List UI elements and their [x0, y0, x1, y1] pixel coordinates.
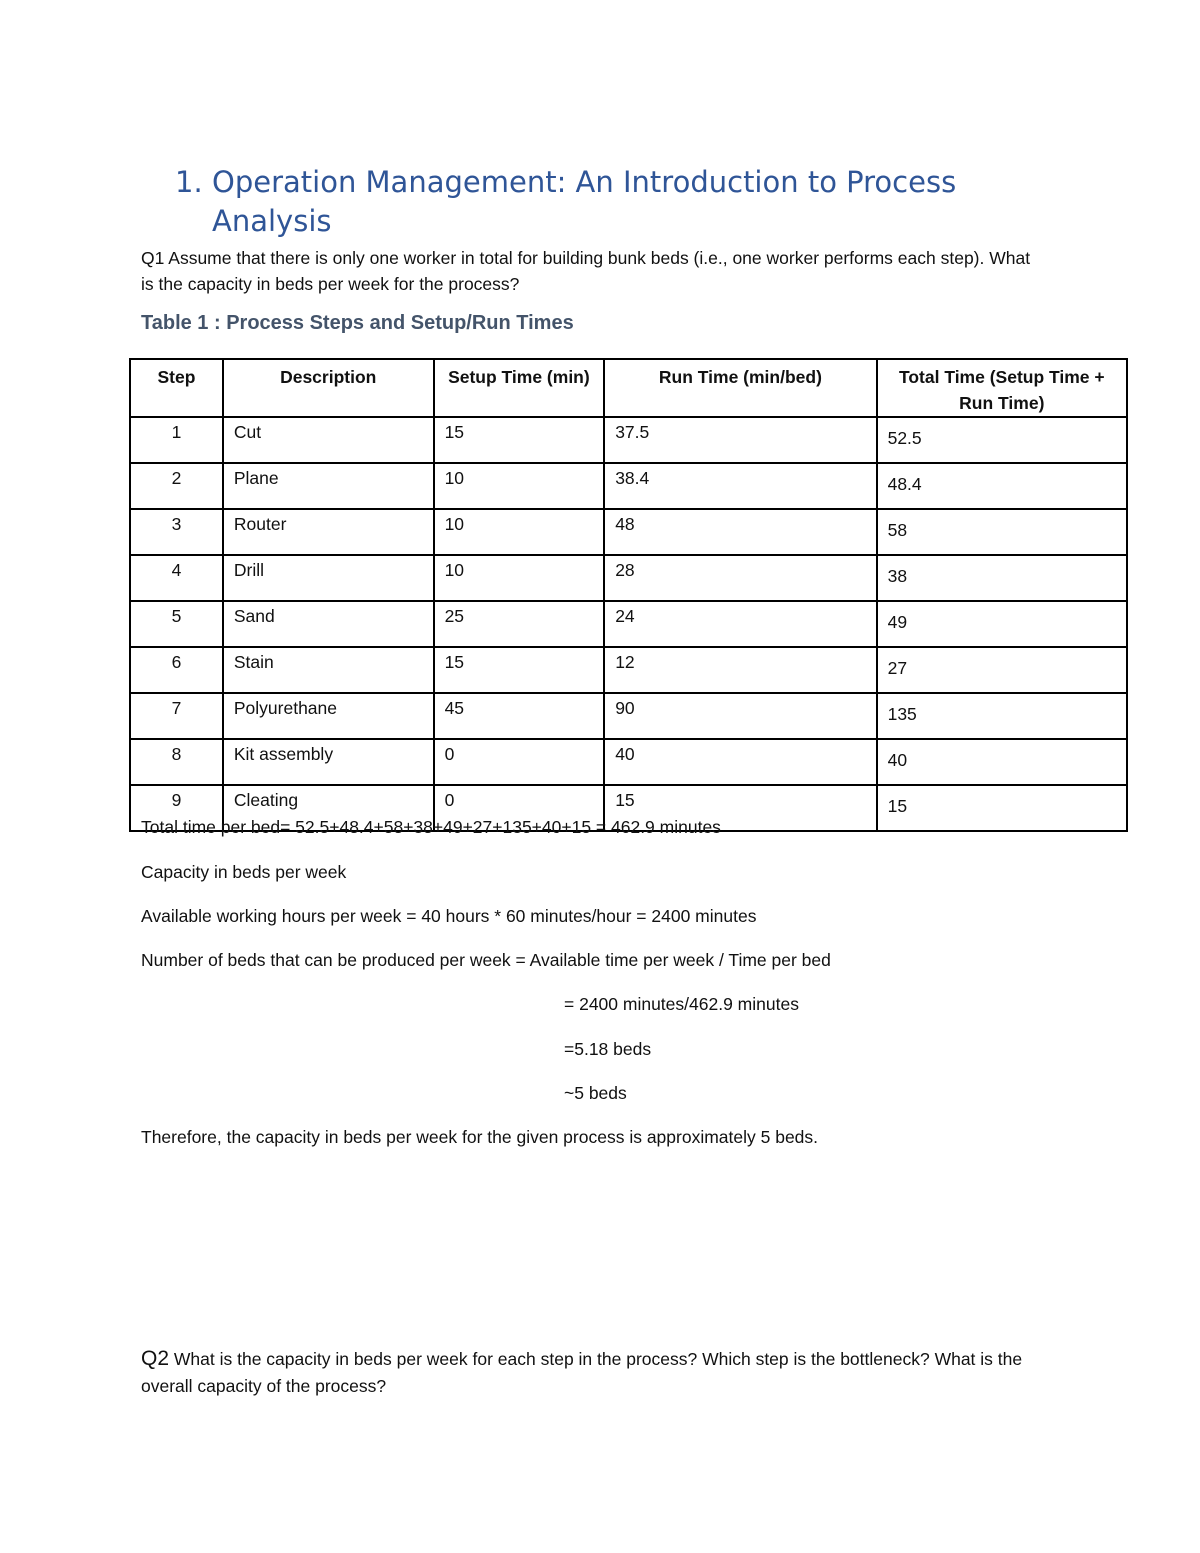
- total-time-line: Total time per bed= 52.5+48.4+58+38+49+27+135+40+15 = 462.9 minutes: [141, 817, 721, 837]
- cell-total-time: 58: [877, 509, 1127, 555]
- question-2-text: What is the capacity in beds per week for each step in the process? Which step is the bottleneck? What is the overall capacity of the process?: [141, 1349, 1023, 1396]
- cell-run-time: 90: [604, 693, 876, 739]
- cell-description: Cut: [223, 417, 434, 463]
- cell-total-time: 27: [877, 647, 1127, 693]
- cell-run-time: 28: [604, 555, 876, 601]
- cell-description: Router: [223, 509, 434, 555]
- cell-description: Plane: [223, 463, 434, 509]
- cell-setup-time: 10: [434, 509, 605, 555]
- cell-step: 3: [130, 509, 223, 555]
- cell-step: 8: [130, 739, 223, 785]
- header-setup-time: Setup Time (min): [434, 359, 605, 417]
- question-2-label: Q2: [141, 1347, 170, 1370]
- process-steps-table: [129, 358, 1128, 832]
- cell-total-time: 15: [877, 785, 1127, 831]
- cell-setup-time: 45: [434, 693, 605, 739]
- cell-step: 7: [130, 693, 223, 739]
- conclusion-line: Therefore, the capacity in beds per week for the given process is approximately 5 beds.: [141, 1127, 819, 1147]
- cell-description: Stain: [223, 647, 434, 693]
- calculation-step-2: =5.18 beds: [564, 1039, 652, 1059]
- cell-setup-time: 10: [434, 463, 605, 509]
- table-caption: Table 1 : Process Steps and Setup/Run Times: [141, 312, 574, 334]
- table-row: [130, 739, 1127, 785]
- cell-step: 2: [130, 463, 223, 509]
- table-row: [130, 647, 1127, 693]
- cell-run-time: 37.5: [604, 417, 876, 463]
- table-row: [130, 417, 1127, 463]
- cell-description: Drill: [223, 555, 434, 601]
- calculation-step-3: ~5 beds: [564, 1083, 627, 1103]
- cell-step: 5: [130, 601, 223, 647]
- cell-setup-time: 0: [434, 739, 605, 785]
- cell-run-time: 24: [604, 601, 876, 647]
- cell-total-time: 38: [877, 555, 1127, 601]
- question-1: [141, 245, 1041, 297]
- cell-total-time: 52.5: [877, 417, 1127, 463]
- question-2: [141, 1345, 1061, 1400]
- cell-description: Kit assembly: [223, 739, 434, 785]
- cell-step: 1: [130, 417, 223, 463]
- available-hours-line: Available working hours per week = 40 hours * 60 minutes/hour = 2400 minutes: [141, 906, 757, 926]
- cell-description: Sand: [223, 601, 434, 647]
- cell-run-time: 15: [604, 785, 876, 831]
- cell-setup-time: 25: [434, 601, 605, 647]
- cell-total-time: 49: [877, 601, 1127, 647]
- cell-run-time: 48: [604, 509, 876, 555]
- cell-step: 9: [130, 785, 223, 831]
- cell-total-time: 135: [877, 693, 1127, 739]
- header-total-time: Total Time (Setup Time + Run Time): [877, 359, 1127, 417]
- header-description: Description: [223, 359, 434, 417]
- table-row: [130, 509, 1127, 555]
- table-header-row: [130, 359, 1127, 417]
- cell-run-time: 12: [604, 647, 876, 693]
- heading-text: Operation Management: An Introduction to Process Analysis: [212, 165, 957, 238]
- capacity-heading: Capacity in beds per week: [141, 862, 347, 882]
- question-1-text: Assume that there is only one worker in total for building bunk beds (i.e., one worker performs each step). What is the capacity in beds per week for the process?: [141, 248, 1031, 294]
- calculation-step-1: = 2400 minutes/462.9 minutes: [564, 994, 799, 1014]
- question-1-label: Q1: [141, 248, 165, 268]
- cell-setup-time: 10: [434, 555, 605, 601]
- cell-setup-time: 0: [434, 785, 605, 831]
- table-row: [130, 463, 1127, 509]
- table-row: [130, 555, 1127, 601]
- cell-step: 6: [130, 647, 223, 693]
- header-step: Step: [130, 359, 223, 417]
- table-row: [130, 693, 1127, 739]
- cell-setup-time: 15: [434, 647, 605, 693]
- cell-step: 4: [130, 555, 223, 601]
- cell-total-time: 40: [877, 739, 1127, 785]
- section-heading: [175, 163, 1075, 241]
- beds-formula-line: Number of beds that can be produced per week = Available time per week / Time per bed: [141, 950, 831, 970]
- cell-description: Cleating: [223, 785, 434, 831]
- cell-setup-time: 15: [434, 417, 605, 463]
- cell-run-time: 38.4: [604, 463, 876, 509]
- cell-description: Polyurethane: [223, 693, 434, 739]
- heading-number: 1.: [175, 165, 203, 199]
- cell-run-time: 40: [604, 739, 876, 785]
- cell-total-time: 48.4: [877, 463, 1127, 509]
- header-run-time: Run Time (min/bed): [604, 359, 876, 417]
- table-row: [130, 601, 1127, 647]
